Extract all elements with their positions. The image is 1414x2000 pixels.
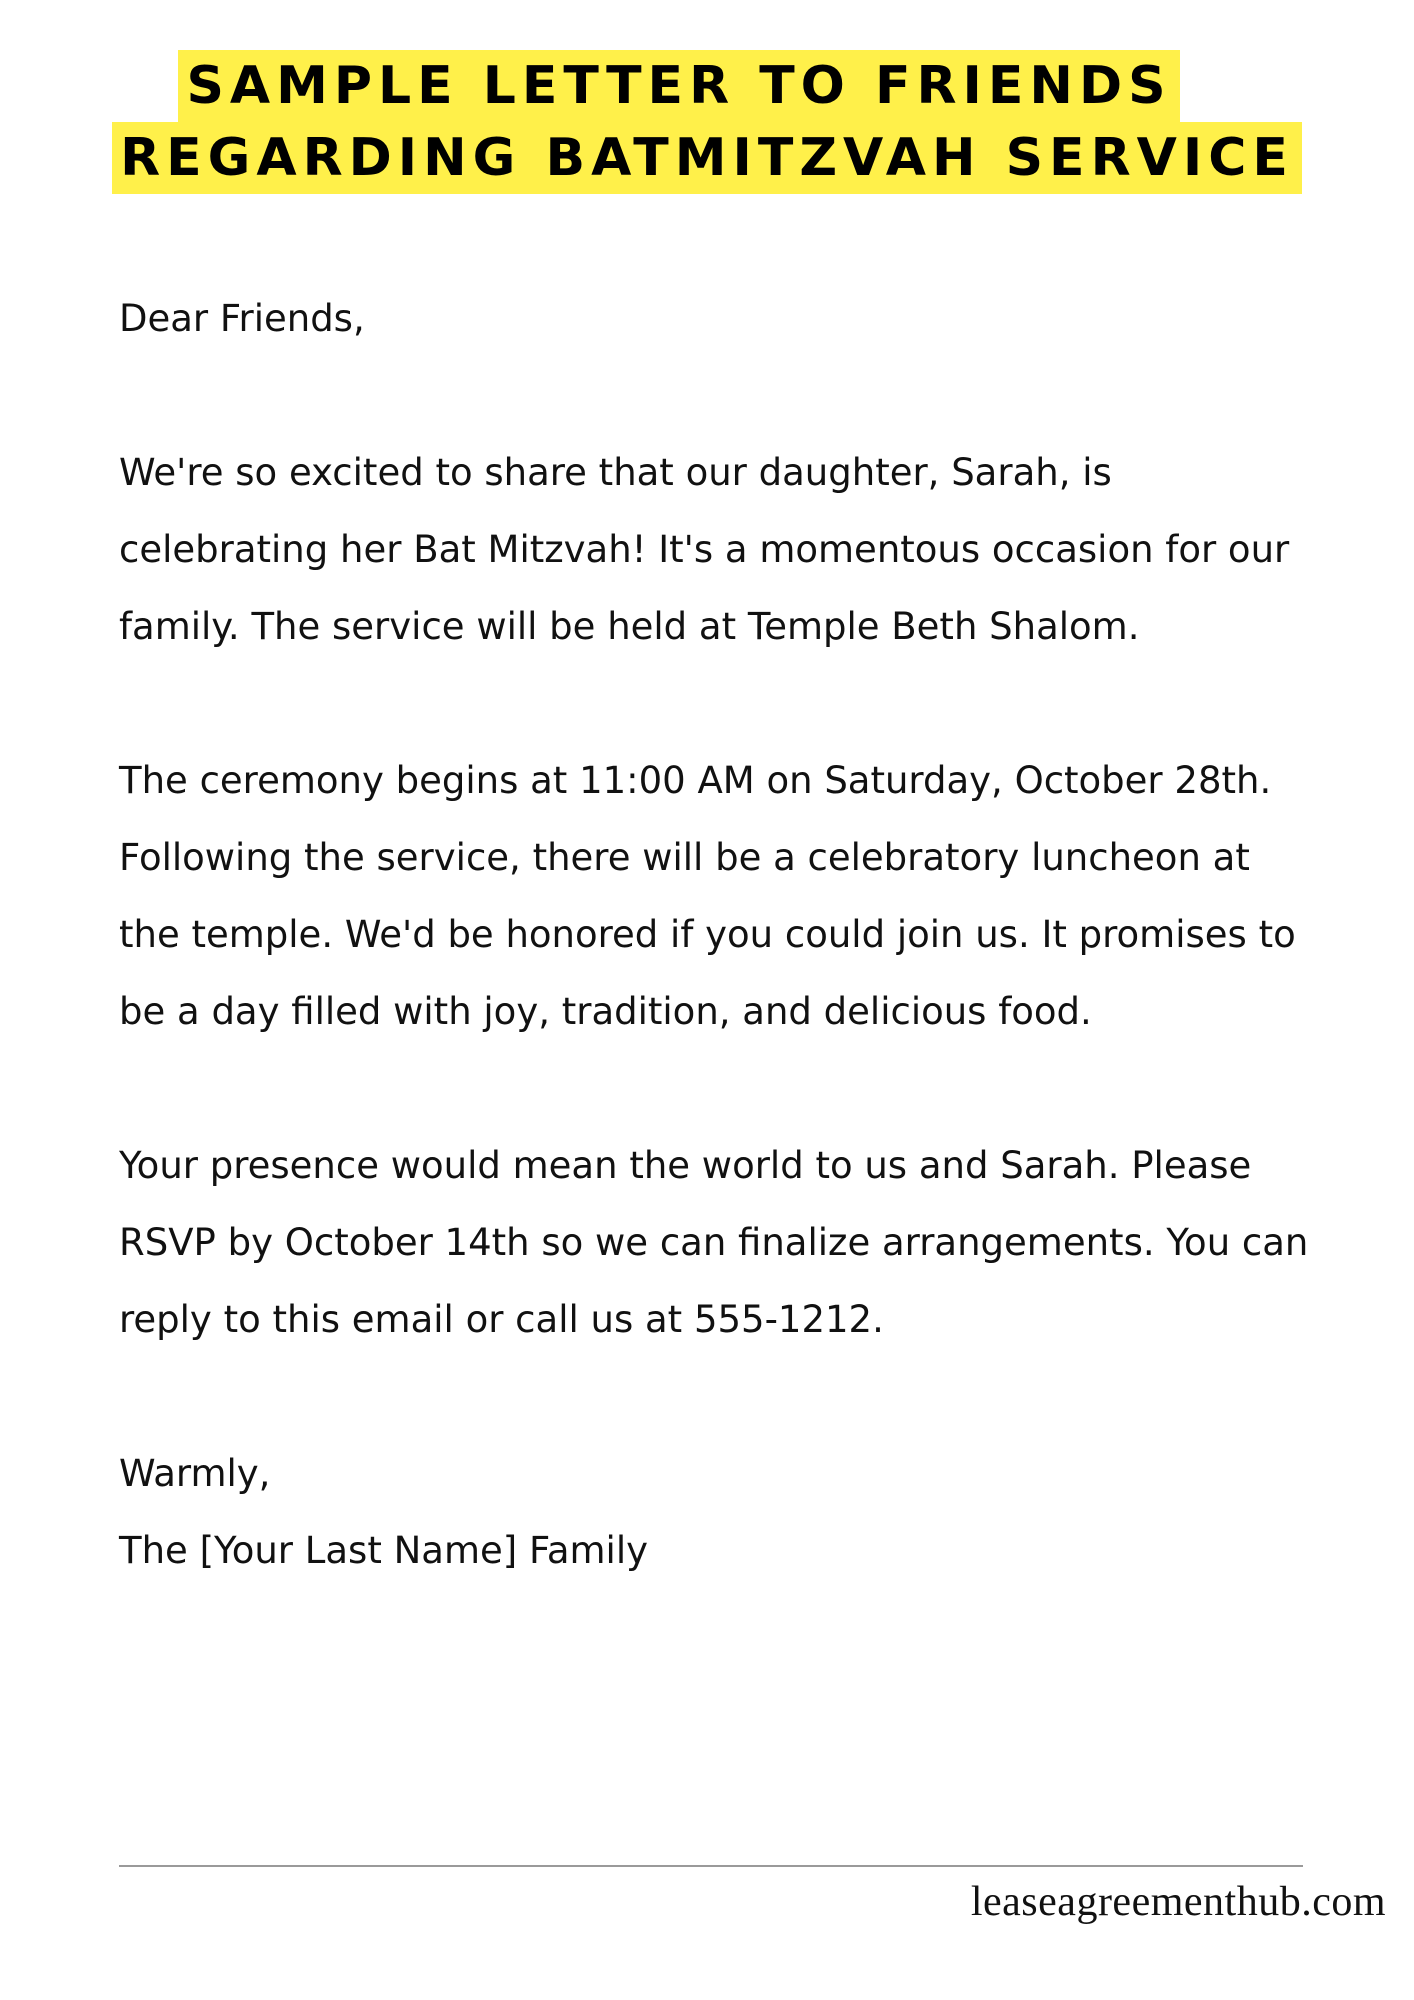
title-line-1: SAMPLE LETTER TO FRIENDS [178,50,1179,122]
paragraph-rsvp: Your presence would mean the world to us and Sarah. Please RSVP by October 14th so we can finalize arrangements. You can reply to this email or call us at 555-1212. [119,1144,1309,1341]
paragraph-ceremony-details: The ceremony begins at 11:00 AM on Saturday, October 28th. Following the service, there will be a celebratory luncheon at the temple. We'd be honored if you could join us. It promises to be a day filled with joy, tradition, and delicious food. [119,759,1296,1033]
paragraph-invitation: We're so excited to share that our daughter, Sarah, is celebrating her Bat Mitzvah! It's a momentous occasion for our family. The service will be held at Temple Beth Shalom. [119,451,1290,648]
letter-body [119,280,1319,1589]
salutation: Dear Friends, [119,297,365,340]
letter-title [0,50,1414,194]
closing: Warmly, [119,1452,271,1495]
website-footer: leaseagreementhub.com [970,1879,1386,1925]
signature: The [Your Last Name] Family [119,1529,649,1572]
footer-divider [119,1865,1303,1867]
title-line-2: REGARDING BATMITZVAH SERVICE [112,122,1302,194]
